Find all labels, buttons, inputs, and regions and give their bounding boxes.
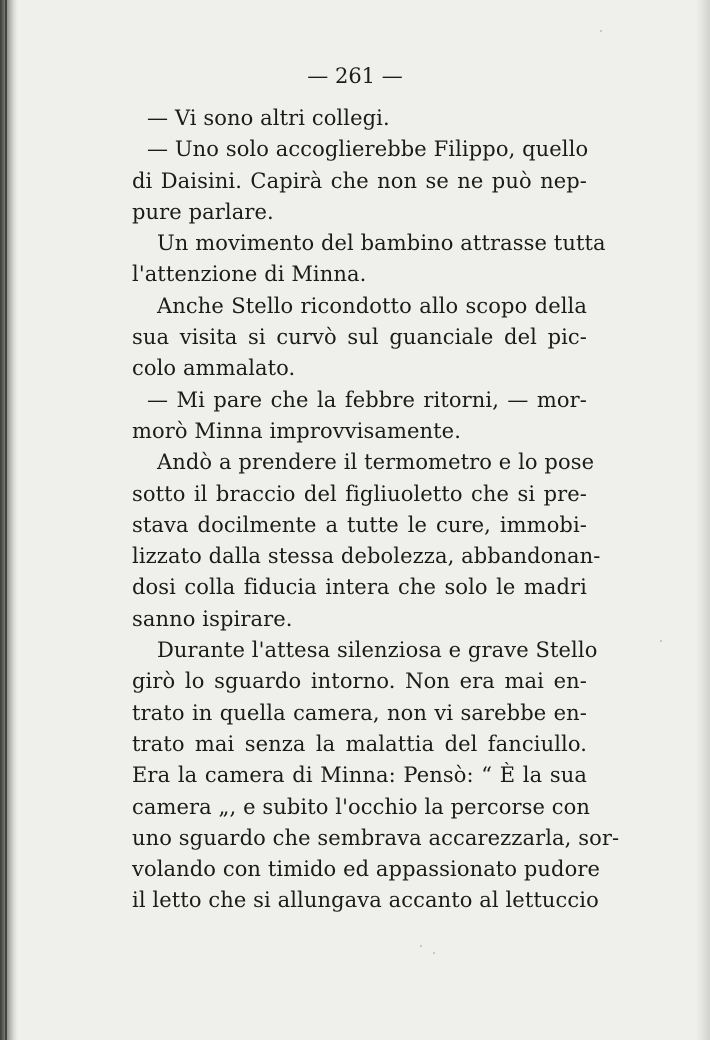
text-line: Anche Stello ricondotto allo scopo della — [157, 293, 587, 318]
text-line: girò lo sguardo intorno. Non era mai en- — [132, 669, 587, 694]
text-line: Un movimento del bambino attrasse tutta — [157, 231, 606, 256]
text-line: l'attenzione di Minna. — [132, 262, 367, 287]
text-line: sua visita si curvò sul guanciale del pic- — [132, 325, 587, 350]
text-line: stava docilmente a tutte le cure, immobi- — [132, 512, 587, 537]
text-line: morò Minna improvvisamente. — [132, 418, 461, 443]
text-line: trato mai senza la malattia del fanciullo. — [132, 731, 587, 756]
text-line: di Daisini. Capirà che non se ne può nep- — [132, 168, 587, 193]
binding-line — [5, 0, 7, 1040]
text-line: lizzato dalla stessa debolezza, abbandonan- — [132, 544, 601, 569]
text-line: camera „, e subito l'occhio la percorse con — [132, 794, 590, 819]
text-line: sotto il braccio del figliuoletto che si pre- — [132, 481, 587, 506]
text-line: sanno ispirare. — [132, 606, 293, 631]
text-line: colo ammalato. — [132, 356, 296, 381]
binding-shadow — [0, 0, 18, 1040]
text-line: — Mi pare che la febbre ritorni, — mor- — [147, 387, 587, 412]
paper-speck — [600, 30, 602, 32]
page-edge-shadow — [696, 0, 710, 1040]
text-line: trato in quella camera, non vi sarebbe en- — [132, 700, 587, 725]
text-line: Era la camera di Minna: Pensò: “ È la sua — [132, 763, 587, 788]
body-text — [132, 103, 620, 917]
text-line: dosi colla fiducia intera che solo le madri — [132, 575, 587, 600]
paper-speck — [660, 640, 662, 642]
text-line: Durante l'attesa silenziosa e grave Stello — [157, 638, 598, 663]
text-line: Andò a prendere il termometro e lo pose — [157, 450, 595, 475]
page-number: — 261 — — [307, 64, 403, 88]
text-line: — Vi sono altri collegi. — [147, 106, 390, 130]
paper-speck — [420, 945, 422, 947]
text-line: il letto che si allungava accanto al lettuccio — [132, 888, 599, 913]
text-line: pure parlare. — [132, 199, 274, 224]
text-line: — Uno solo accoglierebbe Filippo, quello — [147, 137, 589, 162]
text-line: volando con timido ed appassionato pudore — [132, 857, 600, 882]
text-line: uno sguardo che sembrava accarezzarla, sor- — [132, 825, 620, 850]
paper-speck — [433, 952, 435, 954]
